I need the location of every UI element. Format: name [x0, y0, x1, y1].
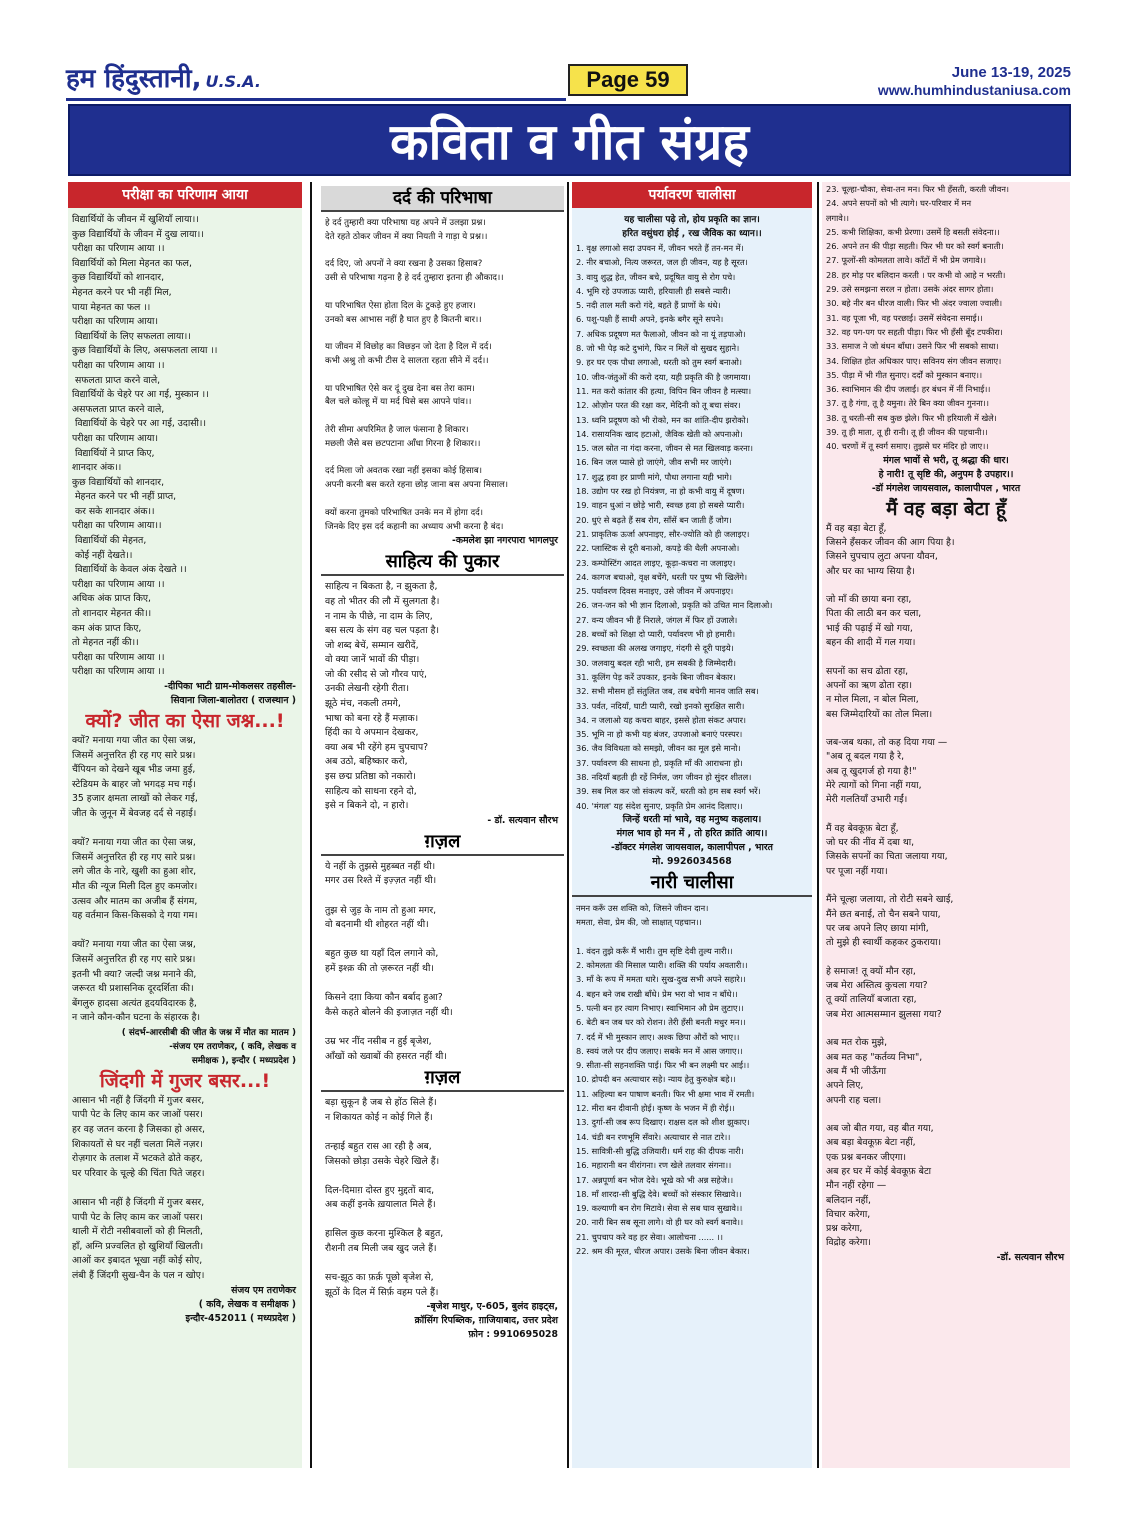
- poem-body: साहित्य न बिकता है, न झुकता है, वह तो भीतर की लौ में सुलगता है। न नाम के पीछे, ना दाम के लिए, बस सत्य के संग वह चल पड़ता है। जो शब्द बेचें, सम्मान खरीदें, वो क्या जानें भावों की पीड़ा। जो की रसीद से जो गौरव पाएं, उनकी लेखनी रहेगी रीता। झूठे मंच, नकली तमगे, भाषा को बना रहे हैं मज़ाक। हिंदी का ये अपमान देखकर, क्या अब भी रहेंगे हम चुपचाप? अब उठो, बहिष्कार करो, इस छद्म प्रतिष्ठा को नकारो। साहित्य को साधना रहने दो, इसे न बिकने दो, न हारो।: [325, 581, 440, 812]
- poem-title: ग़ज़ल: [321, 830, 564, 856]
- poem-author: जिन्हें धरती मां भावे, वह मनुष्य कहलाय। मंगल भाव हो मन में , तो हरित क्रांति आय।। -डॉक्टर मंगलेश जायसवाल, कालापीपल , भारत मो. 9926034568: [611, 813, 773, 867]
- poem-title: जिंदगी में गुजर बसर...!: [99, 1069, 271, 1092]
- poem-author: - डॉ. सत्यवान सौरभ: [487, 814, 558, 826]
- column-3: [572, 182, 812, 1468]
- poem-author: -दीपिका भाटी ग्राम-मोकलसर तहसील- सिवाना जिला-बालोतरा ( राजस्थान ): [164, 681, 296, 706]
- page-number: Page 59: [568, 64, 688, 96]
- poem-title: साहित्य की पुकार: [321, 550, 564, 576]
- poem-author: -डॉ. सत्यवान सौरभ: [996, 1251, 1064, 1263]
- poem-title: परीक्षा का परिणाम आया: [68, 182, 302, 208]
- section-banner: कविता व गीत संग्रह: [68, 104, 1071, 176]
- poem-title: मैं वह बड़ा बेटा हूँ: [886, 497, 1006, 520]
- column-2: [321, 182, 564, 1468]
- poem-body: क्यों? मनाया गया जीत का ऐसा जश्न, जिसमें अनुत्तरित ही रह गए सारे प्रश्न। चैंपियन को देखने खूब भीड जमा हुई, स्टेडियम के बाहर जो भगदड़ मच गई। 35 हजार क्षमता लाखों को लेकर गई, जीत के जुनून में बेवजह दर्द से नहाई। क्यों? मनाया गया जीत का ऐसा जश्न, जिसमें अनुत्तरित ही रह गए सारे प्रश्न। लगे जीत के नारे, खुशी का हुआ शोर, मौत की न्यूज मिली दिल हुए कमजोर। उत्सव और मातम का अजीब हैं संगम, यह वर्तमान किस-किसको दे गया गम। क्यों? मनाया गया जीत का ऐसा जश्न, जिसमें अनुत्तरित ही रह गए सारे प्रश्न। इतनी भी क्या? जल्दी जश्न मनाने की, जरूरत थी प्रशासनिक दूरदर्शिता की। बेंगलुरु हादसा अत्यंत हृदयविदारक है, न जाने कौन-कौन घटना के संहारक है।: [72, 735, 201, 1024]
- poem-body: आसान भी नहीं है जिंदगी में गुजर बसर, पापी पेट के लिए काम कर जाओं पसर। हर वह जतन करना है जिसका हो असर, शिकायतों से घर नहीं चलता मिलें नज़र। रोज़गार के तलाश में भटकते ढोते कहर, घर परिवार के चूल्हे की चिंता पिते जहर। आसान भी नहीं है जिंदगी में गुजर बसर, पापी पेट के लिए काम कर जाओं पसर। थाली में रोटी नसीबवालों को ही मिलती, हाँ, अग्नि प्रज्वलित हो खुशियाँ खिलती। आओं कर इबादत भूखा नहीं कोई सोए, लंबी हैं जिंदगी सुख-चैन के पल न खोए।: [72, 1094, 205, 1281]
- poem-title: क्यों? जीत का ऐसा जश्न...!: [85, 710, 285, 732]
- poem-intro: यह चालीसा पढ़े तो, होय प्रकृति का ज्ञान। हरित वसुंधरा होई , रख जैविक का ध्यान।।: [622, 215, 762, 239]
- poem-body: ये नहीं के तुझसे मुहब्बत नहीं थी। मगर उस रिश्ते में इज़्ज़त नहीं थी। तुझ से जुड़ के नाम तो हुआ मगर, वो बदनामी थी शोहरत नहीं थी। बहुत कुछ था यहाँ दिल लगाने को, हमें इश्क़ की तो ज़रूरत नहीं थी। किसने दग़ा किया कौन बर्बाद हुआ? कैसे कहते बोलने की इजाज़त नहीं थी। उम्र भर नींद नसीब न हुई बृजेश, आँखों को ख्वाबों की हसरत नहीं थी।: [325, 860, 453, 1062]
- brand-logo: हम हिंदुस्तानी, U.S.A.: [66, 64, 261, 94]
- column-divider: [817, 182, 819, 1468]
- brand-underline: [66, 98, 566, 101]
- issue-date: June 13-19, 2025: [951, 64, 1071, 81]
- poem-body: 23. चूल्हा-चौका, सेवा-तन मन। फिर भी हँसती, करती जीवन। 24. अपने सपनों को भी त्यागे। घर-परिवार में मन लगावे।। 25. कभी शिक्षिका, कभी प्रेरणा। उसमें हि बसती संवेदना।। 26. अपने तन की पीड़ा सहती। फिर भी घर को स्वर्ग बनाती। 27. फूलों-सी कोमलता लावे। काँटों में भी प्रेम जगावे।। 28. हर मोड़ पर बलिदान करती । पर कभी वो आहे न भरती। 29. उसे समझना सरल न होता। उसके अंदर सागर होता। 30. बहे नीर बन धीरज वाली। फिर भी अंदर ज्वाला ज्वाली। 31. वह पूजा भी, वह परछाई। उसमें संवेदना समाई।। 32. वह पग-पग पर सहती पीड़ा। फिर भी हँसी बूँद टपकीरा। 33. समाज ने जो बंधन बाँधा। उसने फिर भी सबको साधा। 34. शिक्षित होत अधिकार पाए। सविनय संग जीवन सजाए। 35. पीड़ा में भी गीत सुनाए। दर्दों को मुस्कान बनाए।। 36. स्वाभिमान की दीप जलाई। हर बंधन में नीं निभाई।। 37. तू है गंगा, तू है यमुना। तेरे बिन क्या जीवन गुनना।। 38. तू धरती-सी सब कुछ झेले। फिर भी हरियाली में खेले। 39. तू ही माता, तू ही रानी। तू ही जीवन की पहचानी।। 40. चरणों में तू स्वर्ग समाए। तुझसे घर मंदिर हो जाए।।: [826, 184, 1009, 452]
- poem-body: 1. वृक्ष लगाओ सदा उपवन में, जीवन भरते हैं तन-मन में। 2. नीर बचाओ, नित्य जरूरत, जल ही जीवन, यह है सूरत। 3. वायु शुद्ध हेत, जीवन बचे, प्रदूषित वायु से रोग पचे। 4. भूमि रहे उपजाऊ प्यारी, हरियाली ही सबसे न्यारी। 5. नदी ताल मती करो गंदे, बहते हैं प्राणों के धंधे। 6. पशु-पक्षी हैं साथी अपने, इनके बगैर सूने सपने। 7. अधिक प्रदूषण मत फैलाओ, जीवन को ना यूं तड़पाओ। 8. जो भी पेड़ कटे दुभांगे, फिर न मिलें वो सुखद सुहाने। 9. हर घर एक पौधा लगाओ, धरती को तुम स्वर्ग बनाओ। 10. जीव-जंतुओं की करो दया, यही प्रकृति की है जगमाया। 11. मत करो कांतार की हत्या, विपिन बिन जीवन है मत्स्या। 12. ओज़ोन परत की रक्षा कर, मेदिनी को तू बचा संवर। 13. ध्वनि प्रदूषण को भी रोको, मन का शांति-दीप झरोको। 14. रासायनिक खाद हटाओ, जैविक खेती को अपनाओ। 15. जल स्रोत ना गंदा करना, जीवन से मत खिलवाड़ करना। 16. बिन जल प्यासे हो जाएंगे, जीव सभी मर जाएंगे। 17. शुद्ध हवा हर प्राणी मांगे, पौधा लगाना यही भागे। 18. उद्योग पर रख हो नियंत्रण, ना हो कभी वायु में दूषण। 19. वाहन धुआं न छोड़े भारी, स्वच्छ हवा हो सबसे प्यारी। 20. धुएं से बढ़ते हैं सब रोग, साँसें बन जाती हैं जोग। 21. प्राकृतिक ऊर्जा अपनाइए, सौर-ज्योति को ही जलाइए। 22. प्लास्टिक से दूरी बनाओ, कपड़े की थैली अपनाओ। 23. कम्पोस्टिंग आदत लाइए, कूड़ा-कचरा ना जलाइए। 24. कागज बचाओ, वृक्ष बचेंगे, धरती पर पुष्प भी खिलेंगे। 25. पर्यावरण दिवस मनाइए, उसे जीवन में अपनाइए। 26. जन-जन को भी ज्ञान दिलाओ, प्रकृति को उचित मान दिलाओ। 27. वन्य जीवन भी हैं निराले, जंगल में फिर हों उजाले। 28. बच्चों को शिक्षा दो प्यारी, पर्यावरण भी हो हमारी। 29. स्वच्छता की अलख जगाइए, गंदगी से दूरी पाइये। 30. जलवायु बदल रही भारी, हम सबकी है जिम्मेदारी। 31. कूलिंग पेड़ करें उपकार, इनके बिना जीवन बेकार। 32. सभी मौसम हों संतुलित जब, तब बचेगी मानव जाति सब। 33. पर्वत, नदियाँ, घाटी प्यारी, रखो इनको सुरक्षित सारी। 34. न जलाओ यह कचरा बाहर, इससे होता संकट अपार। 35. भूमि ना हो कभी यह बंजर, उपजाओ बनाएं परस्पर। 36. जैव विविधता को समझो, जीवन का मूल इसे मानो। 37. पर्यावरण की साधना हो, प्रकृति माँ की आराधना हो। 38. नदियाँ बहती ही रहें निर्मल, जग जीवन हो सुंदर शीतल। 39. सब मिल कर जो संकल्प करें, धरती को हम सब स्वर्ग भरें। 40. 'मंगल' यह संदेश सुनाए, प्रकृति प्रेम आनंद दिलाए।।: [576, 243, 773, 811]
- poem-author: मंगल भावों से भरी, तू श्रद्धा की धार। हे नारी! तू सृष्टि की, अनुपम है उपहार।। -डॉ मंगलेश जायसवाल, कालापीपल , भारत: [871, 454, 1021, 494]
- poem-title: दर्द की परिभाषा: [321, 186, 564, 212]
- poem-body: 1. वंदन तुझे करूँ मैं भारी। तुम सृष्टि देवी तुल्य नारी।। 2. कोमलता की मिसाल प्यारी। शक्ति की पर्याय अवतारी।। 3. माँ के रूप में ममता धारे। सुख-दुख सभी अपने सहारे।। 4. बहन बने जब राखी बाँधे। प्रेम भरा वो भाव न बाँधे।। 5. पत्नी बन हर त्याग निभाए। स्वाभिमान औ प्रेम लुटाए।। 6. बेटी बन जब घर को रोशन। तेरी हँसी बनती मधुर मन।। 7. दर्द में भी मुस्कान लाए। अश्क छिपा औरों को भाए।। 8. स्वयं जले पर दीप जलाए। सबके मन में आस जगाए।। 9. सीता-सी सहनशक्ति पाई। फिर भी बन लक्ष्मी घर आई।। 10. द्रोपदी बन अत्याचार सहे। न्याय हेतु कुरुक्षेत्र बहे।। 11. अहिल्या बन पाषाण बनती। फिर भी क्षमा भाव में रमती। 12. मीरा बन दीवानी होई। कृष्ण के भजन में ही रोई।। 13. दुर्गा-सी जब रूप दिखाए। राक्षस दल को शीश झुकाए। 14. चंडी बन रणभूमि सँवारे। अत्याचार से नात टारे।। 15. सावित्री-सी बुद्धि उजियारी। धर्म राह की दीपक नारी। 16. महारानी बन वीरांगना। रण खेले तलवार संगना।। 17. अन्नपूर्णा बन भोज देवे। भूखे को भी अन्न सहेजे।। 18. माँ शारदा-सी बुद्धि देवे। बच्चों को संस्कार सिखावे।। 19. कल्याणी बन रोग मिटावे। सेवा से सब घाव सुखावे।। 20. नारी बिन सब सूना लागे। वो ही घर को स्वर्ग बनावे।। 21. चुपचाप करे वह हर सेवा। आलोचना ...... ।। 22. श्रम की मूरत, धीरज अपार। उसके बिना जीवन बेकार।: [576, 945, 755, 1256]
- poem-author: ( संदर्भ-आरसीबी की जीत के जश्न में मौत का मातम ) -संजय एम तराणेकर, ( कवि, लेखक व समीक्षक ), इन्दौर ( मध्यप्रदेश ): [121, 1027, 296, 1066]
- poem-author: संजय एम तराणेकर ( कवि, लेखक व समीक्षक ) इन्दौर-452011 ( मध्यप्रदेश ): [185, 1284, 296, 1324]
- poem-author: -कमलेश झा नगरपारा भागलपुर: [452, 535, 558, 547]
- poem-body: मैं वह बड़ा बेटा हूँ, जिसने हँसकर जीवन की आग पिया है। जिसने चुपचाप लुटा अपना यौवन, और घर का भाग्य सिया है। जो माँ की छाया बना रहा, पिता की लाठी बन कर चला, भाई की पढ़ाई में खो गया, बहन की शादी में गल गया। सपनों का सच ढोता रहा, अपनों का ऋण ढोता रहा। न मोल मिला, न बोल मिला, बस जिम्मेदारियों का तोल मिला। जब-जब थका, तो कह दिया गया — "अब तू बदल गया है रे, अब तू खुदगर्ज हो गया है!" मेरे त्यागों को गिना नहीं गया, मेरी गलतियाँ उभारी गईं। मैं वह बेवकूफ़ बेटा हूँ, जो घर की नींव में दबा था, जिसके सपनों का चिता जलाया गया, पर पूजा नहीं गया। मैंने चूल्हा जलाया, तो रोटी सबने खाई, मैंने छत बनाई, तो चैन सबने पाया, पर जब अपने लिए छाया मांगी, तो मुझे ही स्वार्थी कहकर ठुकराया। हे समाज! तू क्यों मौन रहा, जब मेरा अस्तित्व कुचला गया? तू क्यों तालियाँ बजाता रहा, जब मेरा आत्मसम्मान झुलसा गया? अब मत रोक मुझे, अब मत कह "कर्तव्य निभा", अब मैं भी जीऊँगा अपने लिए, अपनी राह चला। अब जो बीत गया, वह बीत गया, अब बड़ा बेवकूफ़ बेटा नहीं, एक प्रश्न बनकर जीएगा। अब हर घर में कोई बेवकूफ़ बेटा मौन नहीं रहेगा — बलिदान नहीं, विचार करेगा, प्रश्न करेगा, विद्रोह करेगा।: [826, 522, 955, 1249]
- column-1: [68, 182, 302, 1468]
- column-divider: [310, 182, 312, 1468]
- poem-intro: नमन करूँ उस शक्ति को, जिसने जीवन दान। ममता, सेवा, प्रेम की, जो साक्षात् पहचान।।: [576, 902, 709, 928]
- poem-body: हे दर्द तुम्हारी क्या परिभाषा यह अपने में उलझा प्रश्न। देते रहते ठोकर जीवन में क्या नियती ने गाड़ा ये प्रश्न।। दर्द दिए, जो अपनों ने क्या रखना है उसका हिसाब? उसी से परिभाषा गढ़ना है हे दर्द तुम्हारा इतना ही औकाद।। या परिभाषित ऐसा होता दिल के टुकड़े हुए हजार। उनको बस आभास नहीं है घात हुए है कितनी बार।। या जीवन में विछोह का विछड़न जो देता है दिल में दर्द। कभी अश्रु तो कभी टीस दे सालता रहता सीने में दर्द।। या परिभाषित ऐसे कर दूं दुख देना बस तेरा काम। बैल चले कोल्हू में या मर्द घिसे बस आपने पांव।। तेरी सीमा अपरिमित है जाल फंसाना है शिकार। मछली जैसे बस छटपटाना आँधा गिरना है शिकार।। दर्द मिला जो अवतक रखा नहीं इसका कोई हिसाब। अपनी करनी बस करते रहना छोड़ जाना बस अपना मिसाल। क्यों करना तुमको परिभाषित उनके मन में होगा दर्द। जिनके दिए इस दर्द कहानी का अध्याय अभी करना है बंद।: [325, 218, 509, 532]
- poem-author: -बृजेश माथुर, ए-605, बुलंद हाइट्स, क्रॉसिंग रिपब्लिक, ग़ाजियाबाद, उत्तर प्रदेश फ़ोन : 9910695028: [414, 1301, 558, 1341]
- poem-title: नारी चालीसा: [572, 871, 812, 897]
- poem-body: विद्यार्थियों के जीवन में खुशियाँ लाया।। कुछ विद्यार्थियों के जीवन में दुख लाया।। परीक्षा का परिणाम आया ।। विद्यार्थियों को मिला मेहनत का फल, कुछ विद्यार्थियों को शानदार, मेहनत करने पर भी नहीं मिल, पाया मेहनत का फल ।। परीक्षा का परिणाम आया। विद्यार्थियों के लिए सफलता लाया।। कुछ विद्यार्थियों के लिए, असफलता लाया ।। परीक्षा का परिणाम आया ।। सफलता प्राप्त करने वाले, विद्यार्थियों के चेहरे पर आ गई, मुस्कान ।। असफलता प्राप्त करने वाले, विद्यार्थियों के चेहरे पर आ गई, उदासी।। परीक्षा का परिणाम आया। विद्यार्थियों ने प्राप्त किए, शानदार अंक।। कुछ विद्यार्थियों को शानदार, मेहनत करने पर भी नहीं प्राप्त, कर सके शानदार अंक।। परीक्षा का परिणाम आया।। विद्यार्थियों की मेहनत, कोई नहीं देखते।। विद्यार्थियों के केवल अंक देखते ।। परीक्षा का परिणाम आया ।। अधिक अंक प्राप्त किए, तो शानदार मेहनत की।। कम अंक प्राप्त किए, तो मेहनत नहीं की।। परीक्षा का परिणाम आया ।। परीक्षा का परिणाम आया ।।: [72, 214, 218, 678]
- column-divider: [567, 182, 569, 1468]
- website-link[interactable]: www.humhindustaniusa.com: [877, 82, 1071, 98]
- poem-body: बड़ा सुकून है जब से होंठ सिले हैं। न शिकायत कोई न कोई गिले हैं। तन्हाई बहुत रास आ रही है अब, जिसको छोड़ा उसके चेहरे खिले हैं। दिल-दिमाग़ दोस्त हुए मुद्दतों बाद, अब कहीं इनके ख़यालात मिले हैं। हासिल कुछ करना मुश्किल है बहुत, रौशनी तब मिली जब खुद जले हैं। सच-झूठ का फ़र्क़ पूछो बृजेश से, झूठों के दिल में सिर्फ़ वहम पले हैं।: [325, 1097, 444, 1298]
- poem-title: ग़ज़ल: [321, 1066, 564, 1092]
- poem-title: पर्यावरण चालीसा: [572, 182, 812, 208]
- masthead: [66, 62, 1071, 98]
- column-4: [822, 182, 1070, 1468]
